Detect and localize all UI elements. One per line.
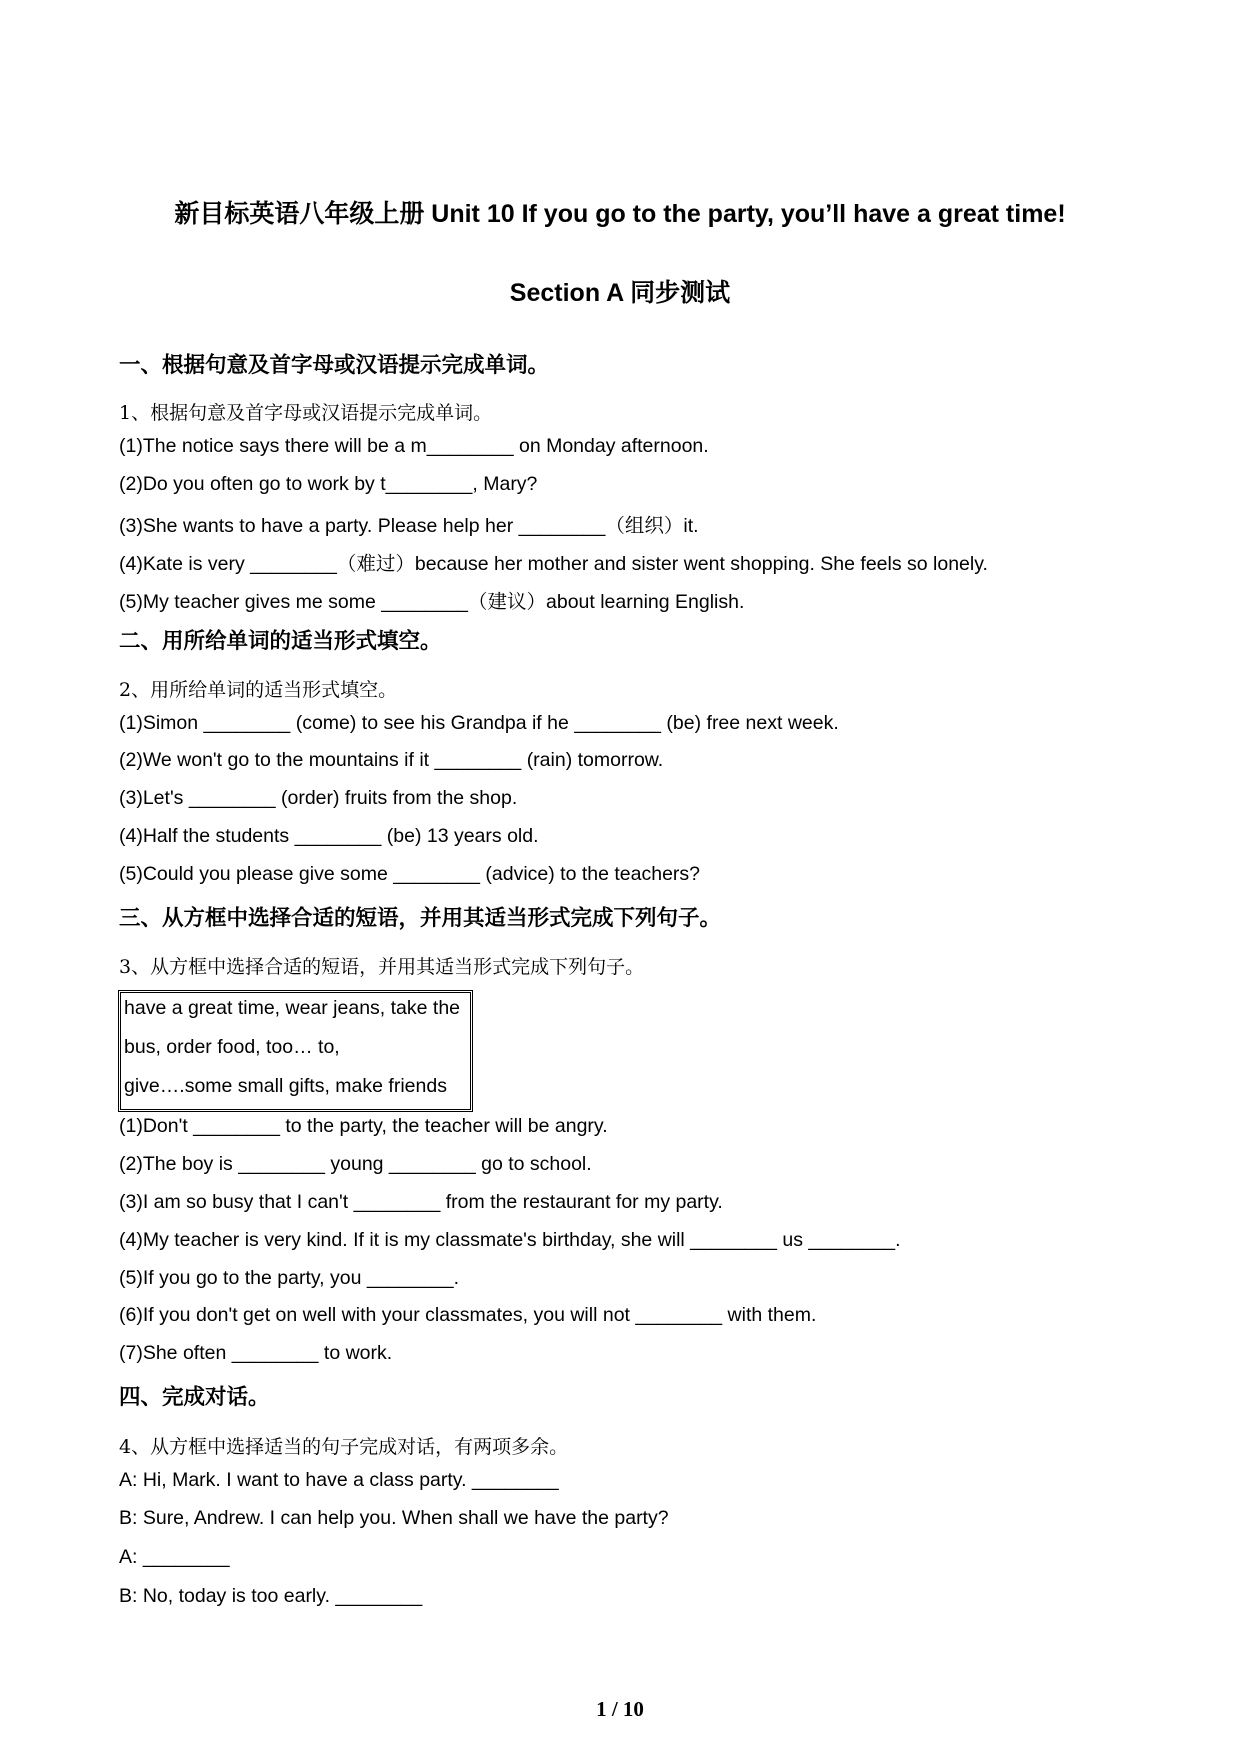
phrase-box-line: have a great time, wear jeans, take the	[124, 997, 461, 1019]
document-subtitle: Section A 同步测试	[509, 279, 731, 307]
section-4-heading: 四、完成对话。	[119, 1385, 270, 1409]
question-item: (2)Do you often go to work by t________, Mary?	[119, 473, 538, 495]
question-item: (3)Let's ________ (order) fruits from the shop.	[119, 787, 518, 809]
section-3-instruction: 3、从方框中选择合适的短语，并用其适当形式完成下列句子。	[119, 956, 645, 978]
section-3-heading: 三、从方框中选择合适的短语，并用其适当形式完成下列句子。	[119, 906, 722, 930]
question-item: (4)Kate is very ________（难过）because her mother and sister went shopping. She feels so lonely.	[119, 553, 988, 575]
section-2-instruction: 2、用所给单词的适当形式填空。	[119, 679, 398, 701]
question-item: (2)The boy is ________ young ________ go to school.	[119, 1153, 592, 1175]
question-item: (4)My teacher is very kind. If it is my classmate's birthday, she will ________ us ________.	[119, 1229, 901, 1251]
question-item: (5)If you go to the party, you ________.	[119, 1267, 460, 1289]
section-2-heading: 二、用所给单词的适当形式填空。	[119, 629, 442, 653]
document-title: 新目标英语八年级上册 Unit 10 If you go to the party, you’ll have a great time!	[174, 200, 1066, 228]
question-item: (1)Simon ________ (come) to see his Grandpa if he ________ (be) free next week.	[119, 712, 839, 734]
phrase-box-line: give….some small gifts, make friends	[124, 1075, 447, 1097]
question-item: (5)Could you please give some ________ (advice) to the teachers?	[119, 863, 701, 885]
question-item: (3)She wants to have a party. Please help her ________（组织）it.	[119, 515, 699, 537]
question-item: (1)Don't ________ to the party, the teacher will be angry.	[119, 1115, 608, 1137]
question-item: (5)My teacher gives me some ________（建议）about learning English.	[119, 591, 745, 613]
question-item: (1)The notice says there will be a m________ on Monday afternoon.	[119, 435, 709, 457]
phrase-box-line: bus, order food, too… to,	[124, 1036, 340, 1058]
dialogue-line: A: ________	[119, 1546, 230, 1568]
question-item: (7)She often ________ to work.	[119, 1342, 393, 1364]
question-item: (3)I am so busy that I can't ________ from the restaurant for my party.	[119, 1191, 723, 1213]
section-1-instruction: 1、根据句意及首字母或汉语提示完成单词。	[119, 402, 493, 424]
question-item: (2)We won't go to the mountains if it ________ (rain) tomorrow.	[119, 749, 664, 771]
dialogue-line: A: Hi, Mark. I want to have a class party. ________	[119, 1469, 559, 1491]
page-number: 1 / 10	[596, 1697, 644, 1721]
question-item: (4)Half the students ________ (be) 13 years old.	[119, 825, 539, 847]
dialogue-line: B: Sure, Andrew. I can help you. When shall we have the party?	[119, 1507, 669, 1529]
section-1-heading: 一、根据句意及首字母或汉语提示完成单词。	[119, 353, 550, 377]
dialogue-line: B: No, today is too early. ________	[119, 1585, 423, 1607]
phrase-box	[118, 990, 473, 1112]
question-item: (6)If you don't get on well with your classmates, you will not ________ with them.	[119, 1304, 817, 1326]
section-4-instruction: 4、从方框中选择适当的句子完成对话，有两项多余。	[119, 1436, 569, 1458]
